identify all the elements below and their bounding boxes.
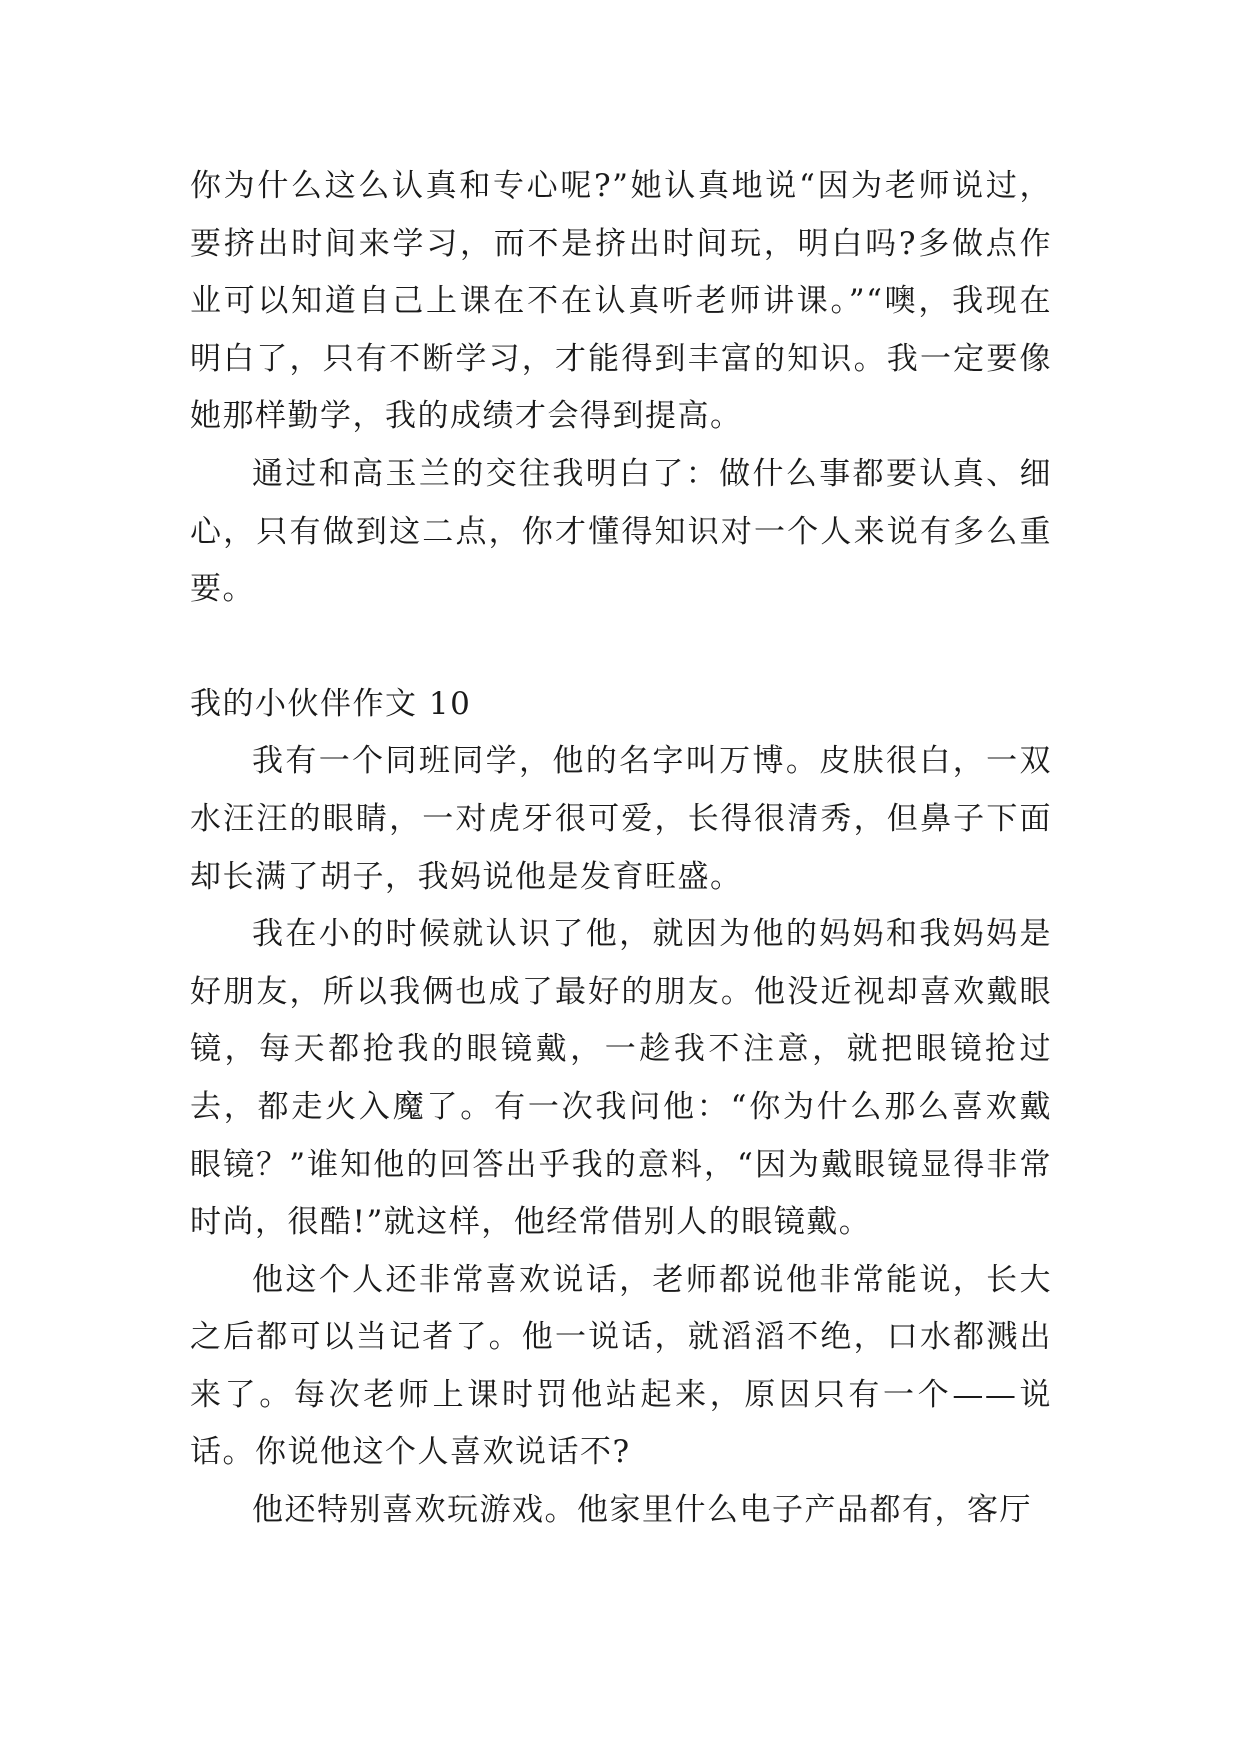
section-title: 我的小伙伴作文 10 — [190, 685, 472, 722]
body-paragraph: 他还特别喜欢玩游戏。他家里什么电子产品都有，客厅 — [252, 1492, 1032, 1529]
continued-paragraph: 你为什么这么认真和专心呢?”她认真地说“因为老师说过，要挤出时间来学习，而不是挤出时间玩，明白吗?多做点作业可以知道自己上课在不在认真听老师讲课。”“噢，我现在明白了，只有不断学习，才能得到丰富的知识。我一定要像她那样勤学，我的成绩才会得到提高。 — [190, 168, 1052, 435]
document-body — [190, 158, 1052, 1540]
body-paragraph: 我在小的时候就认识了他，就因为他的妈妈和我妈妈是好朋友，所以我俩也成了最好的朋友。他没近视却喜欢戴眼镜，每天都抢我的眼镜戴，一趁我不注意，就把眼镜抢过去，都走火入魔了。有一次我问他：“你为什么那么喜欢戴眼镜？”谁知他的回答出乎我的意料，“因为戴眼镜显得非常时尚，很酷!”就这样，他经常借别人的眼镜戴。 — [190, 916, 1052, 1241]
conclusion-paragraph: 通过和高玉兰的交往我明白了：做什么事都要认真、细心，只有做到这二点，你才懂得知识对一个人来说有多么重要。 — [190, 455, 1052, 608]
body-paragraph: 他这个人还非常喜欢说话，老师都说他非常能说，长大之后都可以当记者了。他一说话，就滔滔不绝，口水都溅出来了。每次老师上课时罚他站起来，原因只有一个——说话。你说他这个人喜欢说话不? — [190, 1261, 1052, 1471]
body-paragraph: 我有一个同班同学，他的名字叫万博。皮肤很白，一双水汪汪的眼睛，一对虎牙很可爱，长得很清秀，但鼻子下面却长满了胡子，我妈说他是发育旺盛。 — [190, 743, 1052, 895]
